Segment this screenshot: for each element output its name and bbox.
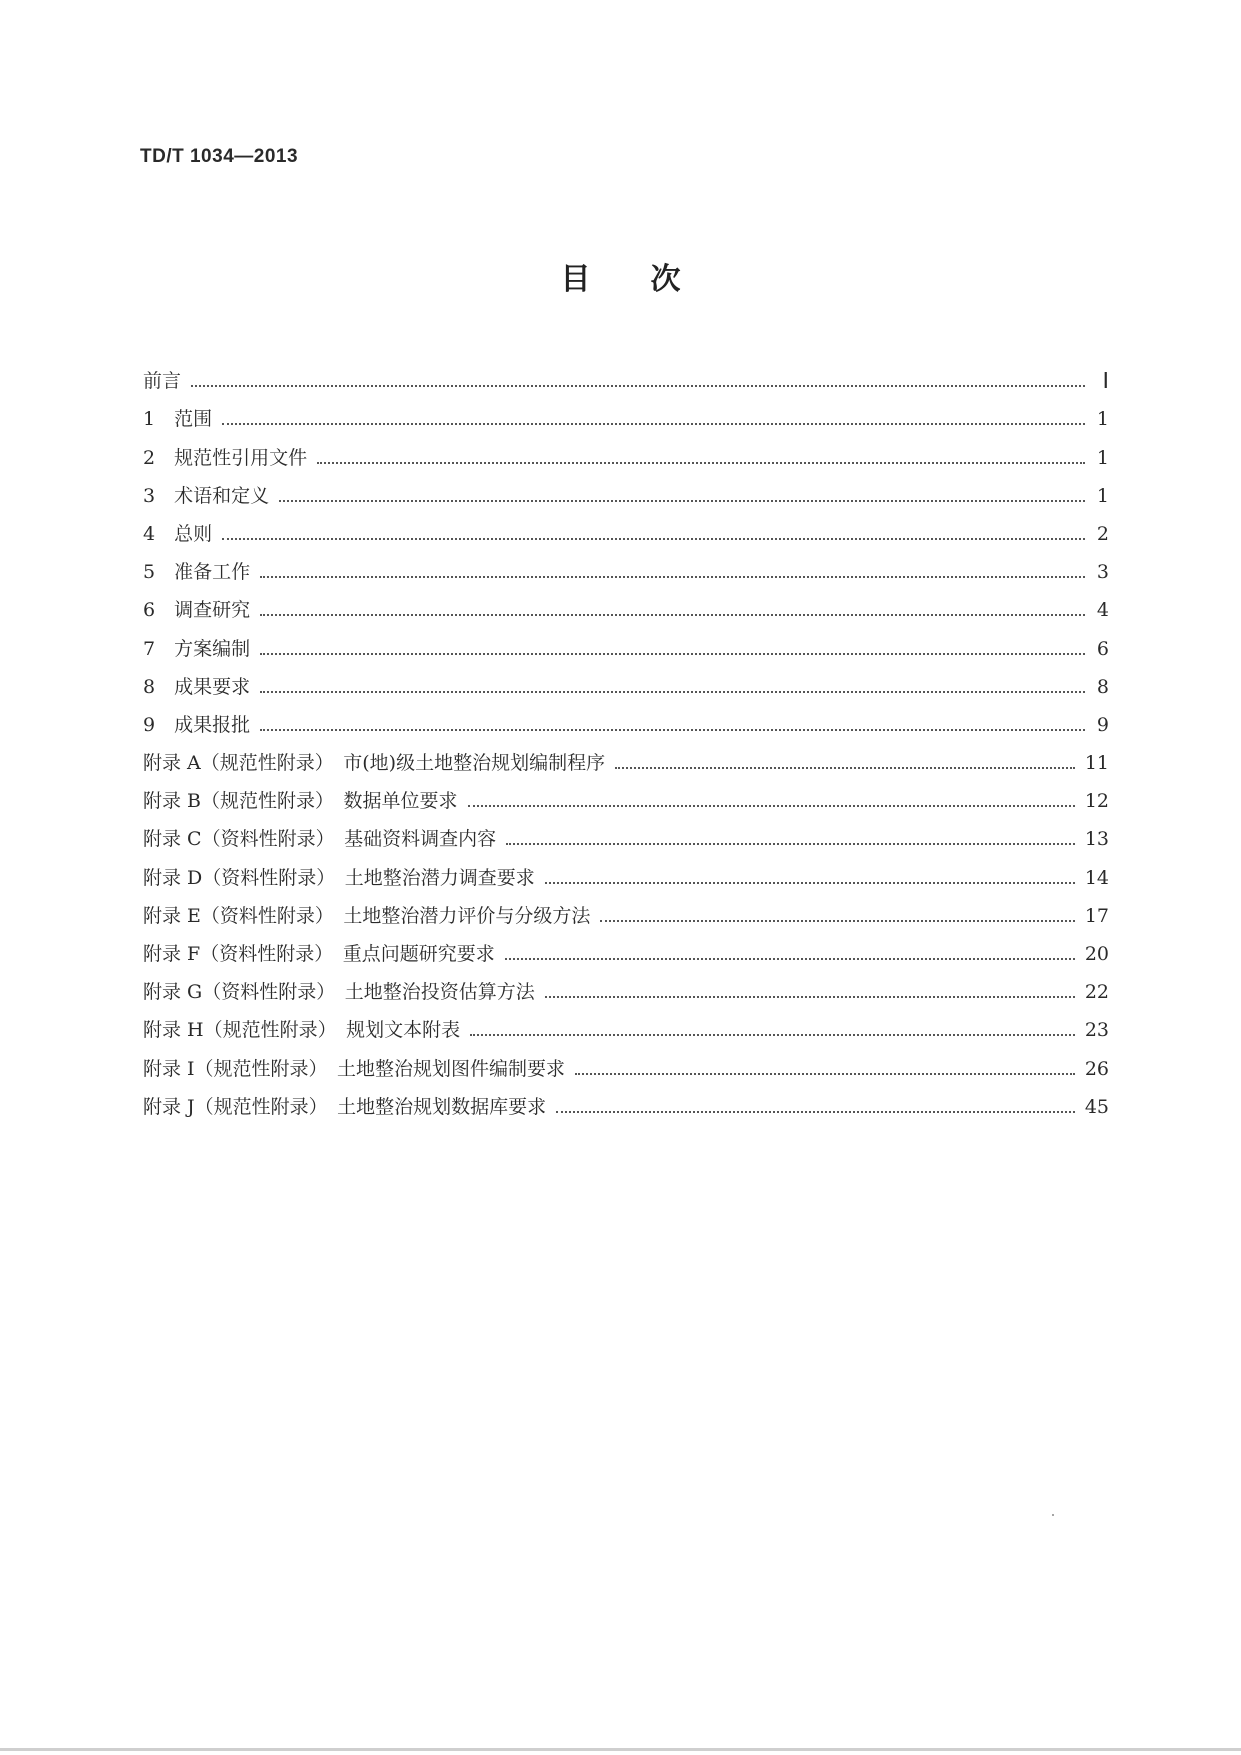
dot-leader: [260, 691, 1085, 693]
toc-entry-preface[interactable]: [143, 355, 1109, 393]
toc-entry-label: 5 准备工作: [143, 561, 251, 584]
toc-entry-1[interactable]: [143, 393, 1109, 431]
toc-page-number: 11: [1084, 752, 1109, 775]
toc-entry-label: 前言: [143, 370, 182, 393]
dot-leader: [222, 423, 1085, 425]
dot-leader: [545, 996, 1075, 998]
toc-entry-label: 附录 E（资料性附录） 土地整治潜力评价与分级方法: [143, 904, 591, 927]
toc-entry-appendix-i[interactable]: [143, 1042, 1109, 1080]
toc-entry-8[interactable]: [143, 661, 1109, 699]
dot-leader: [260, 576, 1085, 578]
toc-entry-label: 2 规范性引用文件: [143, 446, 308, 469]
dot-leader: [575, 1073, 1075, 1075]
toc-entry-9[interactable]: [143, 699, 1109, 737]
toc-entry-label: 4 总则: [143, 522, 213, 545]
toc-page-number: Ⅰ: [1102, 368, 1109, 394]
dot-leader: [468, 805, 1075, 807]
toc-entry-appendix-g[interactable]: [143, 966, 1109, 1004]
toc-page-number: 14: [1084, 866, 1109, 889]
scan-speck: [1052, 1514, 1054, 1516]
toc-entry-6[interactable]: [143, 584, 1109, 622]
toc-entry-label: 8 成果要求: [143, 675, 251, 698]
toc-entry-label: 附录 H（规范性附录） 规划文本附表: [143, 1019, 461, 1042]
toc-page-number: 6: [1096, 637, 1109, 660]
toc-page-number: 26: [1084, 1057, 1109, 1080]
dot-leader: [545, 882, 1075, 884]
toc-page-number: 8: [1096, 675, 1109, 698]
dot-leader: [260, 614, 1085, 616]
toc-page-number: 1: [1096, 446, 1109, 469]
toc-entry-5[interactable]: [143, 546, 1109, 584]
toc-page-number: 45: [1084, 1095, 1109, 1118]
toc-page-number: 1: [1096, 484, 1109, 507]
toc-entry-label: 6 调查研究: [143, 599, 251, 622]
toc-entry-appendix-a[interactable]: [143, 737, 1109, 775]
toc-page-number: 4: [1096, 599, 1109, 622]
toc-entry-label: 3 术语和定义: [143, 484, 270, 507]
toc-page-number: 23: [1084, 1019, 1109, 1042]
toc-entry-label: 附录 C（资料性附录） 基础资料调查内容: [143, 828, 497, 851]
toc-entry-label: 附录 G（资料性附录） 土地整治投资估算方法: [143, 981, 535, 1004]
document-code: TD/T 1034—2013: [140, 146, 299, 167]
dot-leader: [191, 385, 1085, 387]
toc-page-number: 9: [1096, 713, 1109, 736]
toc-entry-appendix-d[interactable]: [143, 851, 1109, 889]
dot-leader: [600, 920, 1074, 922]
toc-entry-4[interactable]: [143, 508, 1109, 546]
toc-entry-appendix-c[interactable]: [143, 813, 1109, 851]
toc-page-number: 17: [1084, 904, 1109, 927]
toc-entry-appendix-h[interactable]: [143, 1004, 1109, 1042]
toc-page-number: 22: [1084, 981, 1109, 1004]
toc-page-number: 1: [1096, 408, 1109, 431]
toc-entry-label: 附录 I（规范性附录） 土地整治规划图件编制要求: [143, 1057, 566, 1080]
toc-page-number: 13: [1084, 828, 1109, 851]
dot-leader: [505, 958, 1075, 960]
dot-leader: [556, 1111, 1075, 1113]
toc-entry-label: 1 范围: [143, 408, 213, 431]
toc-entry-label: 附录 F（资料性附录） 重点问题研究要求: [143, 943, 495, 965]
toc-entry-label: 7 方案编制: [143, 637, 251, 660]
dot-leader: [506, 843, 1075, 845]
toc-entry-3[interactable]: [143, 470, 1109, 508]
toc-page-number: 2: [1096, 522, 1109, 545]
dot-leader: [615, 767, 1075, 769]
toc-entry-2[interactable]: [143, 431, 1109, 469]
toc-page-number: 20: [1084, 943, 1109, 965]
page-bottom-edge: [0, 1748, 1241, 1751]
toc-entry-label: 附录 J（规范性附录） 土地整治规划数据库要求: [143, 1095, 547, 1118]
toc-page-number: 3: [1096, 561, 1109, 584]
toc-entry-appendix-b[interactable]: [143, 775, 1109, 813]
toc-entry-appendix-j[interactable]: [143, 1081, 1109, 1119]
dot-leader: [470, 1034, 1075, 1036]
toc-entry-appendix-f[interactable]: [143, 928, 1109, 966]
dot-leader: [260, 653, 1085, 655]
toc-entry-label: 附录 B（规范性附录） 数据单位要求: [143, 790, 458, 813]
toc-entry-label: 附录 A（规范性附录） 市(地)级土地整治规划编制程序: [143, 752, 606, 775]
table-of-contents: [143, 355, 1109, 1119]
toc-entry-label: 附录 D（资料性附录） 土地整治潜力调查要求: [143, 866, 535, 889]
toc-entry-label: 9 成果报批: [143, 713, 251, 736]
toc-page-number: 12: [1084, 790, 1109, 813]
dot-leader: [317, 462, 1085, 464]
dot-leader: [222, 538, 1085, 540]
toc-entry-7[interactable]: [143, 622, 1109, 660]
dot-leader: [260, 729, 1085, 731]
dot-leader: [279, 500, 1085, 502]
toc-entry-appendix-e[interactable]: [143, 890, 1109, 928]
page-title: 目次: [560, 262, 741, 297]
